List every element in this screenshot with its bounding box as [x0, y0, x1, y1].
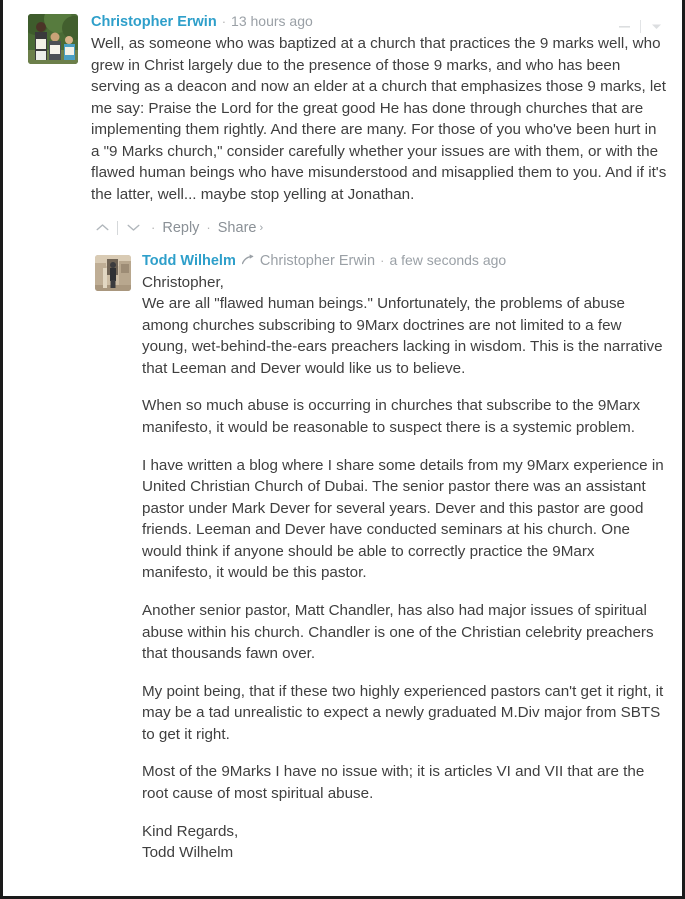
comment-message [142, 272, 668, 864]
comment-header [142, 253, 668, 270]
action-separator-2: · [206, 220, 211, 236]
comment-message [91, 33, 668, 206]
comment-paragraph: Christopher, [142, 273, 224, 291]
comment-reply [95, 253, 668, 864]
comment-paragraph: Another senior pastor, Matt Chandler, has also had major issues of spiritual abuse within his church. Chandler is one of the Christian celebrity preachers that thousands fawn over. [142, 602, 654, 663]
comment-timestamp[interactable]: a few seconds ago [389, 251, 507, 268]
comment-body [78, 14, 668, 237]
comment-paragraph: Well, as someone who was baptized at a church that practices the 9 marks well, who grew in Christ largely due to the presence of those 9 marks, and who has been serving as a deacon and now an elder at a church that emphasizes those 9 marks, let me say: Praise the Lord for the great good He has done through churches that are implementing them rightly. And there are many. For those of you who've been hurt in a "9 Marks church," consider carefully whether your issues are with them, or with the flawed human beings who have misunderstood and misapplied them to you. And if it's the latter, well... maybe stop yelling at Jonathan. [91, 34, 667, 203]
downvote-icon[interactable] [122, 219, 144, 237]
meta-separator: · [221, 14, 227, 29]
avatar[interactable] [95, 255, 131, 291]
thread-list [3, 0, 682, 864]
comment-paragraph: Most of the 9Marks I have no issue with; it is articles VI and VII that are the root cause of most spiritual abuse. [142, 763, 645, 803]
comment-paragraph: I have written a blog where I share some details from my 9Marx experience in United Christian Church of Dubai. The senior pastor there was an assistant pastor under Mark Dever for several years. Dever and this pastor are good friends. Leeman and Dever have conducted seminars at his church. One would think if anyone should be able to correctly practice the 9Marx manifesto, it would be this pastor. [142, 456, 664, 582]
upvote-icon[interactable] [91, 219, 113, 237]
comment-author[interactable]: Todd Wilhelm [142, 252, 236, 269]
vote-divider [117, 221, 118, 235]
comment-actions [91, 219, 668, 237]
avatar[interactable] [28, 14, 78, 64]
comment-header [91, 14, 668, 31]
reply-parent-author[interactable]: Christopher Erwin [259, 252, 376, 269]
comment-author[interactable]: Christopher Erwin [91, 14, 217, 30]
action-separator-1: · [151, 220, 156, 236]
reply-arrow-icon [242, 253, 255, 267]
share-caret-icon[interactable]: › [259, 221, 264, 234]
share-button[interactable]: Share [217, 219, 257, 236]
comment-paragraph: My point being, that if these two highly experienced pastors can't get it right, it may be a tad unrealistic to expect a newly graduated M.Div major from SBTS to get it right. [142, 682, 664, 743]
comment-root [28, 14, 668, 237]
comment-signature: Todd Wilhelm [142, 844, 234, 862]
comment-paragraph: When so much abuse is occurring in churches that subscribe to the 9Marx manifesto, it would be reasonable to suspect there is a systemic problem. [142, 397, 641, 436]
comment-signoff: Kind Regards, [142, 822, 239, 840]
comment-body [131, 253, 668, 864]
comment-paragraph: We are all "flawed human beings." Unfortunately, the problems of abuse among churches subscribing to 9Marx doctrines are not limited to a few young, wet-behind-the-ears preachers lacking in wisdom. This is the narrative that Leeman and Dever would like us to believe. [142, 295, 663, 377]
reply-button[interactable]: Reply [162, 219, 200, 236]
comment-timestamp[interactable]: 13 hours ago [231, 13, 313, 29]
meta-separator: · [380, 252, 385, 268]
